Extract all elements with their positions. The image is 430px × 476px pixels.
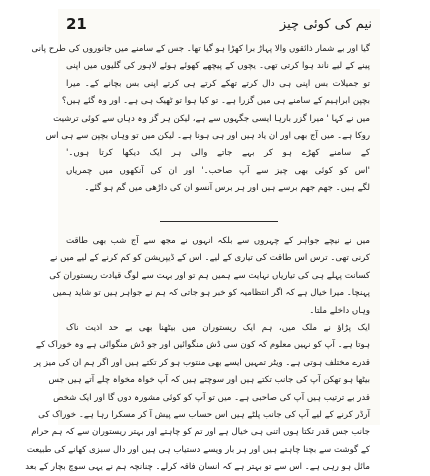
text-line: بچپن ابراہیم کے سامنے ہی میں گزرا ہے۔ تو کیا ہوا تو ٹھیک ہی ہے۔ اور وہ گئے ہیں؟ [61,96,370,107]
page-header [66,13,372,35]
text-line: بیٹھا ہو تھکن آپ کی جانب تکتے ہیں اور سوچتے ہیں کہ آپ خواہ مخواہ چلے آتے ہیں جس [48,375,370,386]
text-block-2 [25,233,370,476]
text-line: تو جمیلات بس اپنی ہی دال کرتے تھکے کرتے ہی کرتے اپنی بس بچانے کے۔ میرا [66,78,370,89]
text-line: قدرے مختلف ہوتی ہے۔ ویٹر تمہیں ایسے بھی منتوب ہو کر تکتے ہیں اور اگر ہم ان کی میز پر [34,357,370,368]
text-line: کے سامنے کھڑے ہو کر بہے جاتے والی ہر ایک دیکھا کرتا ہوں۔' [66,148,370,159]
section-divider [160,221,278,222]
text-line: ہوتا ہے۔ آپ کو نہیں معلوم کہ کون سی ڈش منگوائیں اور جو ڈش منگوائی ہے وہ خوراک کے [35,340,370,351]
text-line: میں نے کہا ' میرا گزر بارہا ایسی جگہوں سے ہے، لیکن ہر گز وہ دہاں سے کوئی ترشیت [53,113,370,124]
text-line: لگے ہیں۔ جھم جھم برسے ہیں اور ہر برس آنسو ان کی داڑھی میں گم ہو گئے۔ [84,183,370,194]
text-line: قدر بے ترتیب ہیں آپ کی صاحبی ہے۔ میں تو آپ کو کوئی مشورہ دوں گا اور ایک شخص [53,392,370,403]
book-page [25,9,380,473]
text-line: گیا اور بے شمار ذائقوں والا پہاڑ برا کھڑا ہو گیا تھا۔ جس کے سامنے میں جانوروں کی طرح پانی [31,44,370,54]
text-line: مائل ہو رہی ہے۔ اس سے تو بہتر ہے کہ انسان فاقہ کرلے۔ چنانچہ ہم نے یہی سوچ بچار کے بعد [25,462,370,473]
text-line: روکا ہے۔ میں آج بھی اور ان یاد ہیں اور ہی ہونا ہے۔ لیکن میں تو وہاں بچپن سے ہی اس [45,130,370,141]
page-number: 21 [66,15,87,33]
text-line: 'اس کو کوئی بھی چیز سے آپ صاحب۔' اور ان کی آنکھوں میں چمریاں [66,165,370,176]
text-line: کے گوشت سے بچنا چاہتے ہیں اور ہر بار ویسے دستیاب ہی ہیں اور دال سبزی کھانے کی طبیعت [26,444,370,455]
text-block-1 [31,41,370,198]
running-title: نیم کی کوئی چیز [279,16,372,32]
text-line: ایک پڑاؤ نے ملک میں، ہم ایک ریستوران میں بیٹھنا بھی بے حد اذیت ناک [66,322,370,333]
text-line: پینے کے لیے ناند ہوا کرتی تھی۔ یچوں کے پیچھے کھوئے ہوئے لاہور کی گلیوں میں اپنی [66,61,370,72]
text-line: آرڈر کرنے کے لیے آپ کی جانب پلٹے ہیں اس حساب سے پیش آ کر مسکرا رہا ہے۔ خوراک کی [38,409,370,420]
text-line: کسانت پہلے ہی کی تیاریاں نہایت سے ہمیں ہم تو اور بہت سے لوگ قیادت ریستوران کی [49,270,370,281]
text-line: وہاں داخلے ملتا۔ [309,305,370,316]
text-line: پہنچا۔ میرا خیال ہے کہ اگر انتظامیہ کو خبر ہو جاتی کہ ہم نے جواہر ہیں تو شاید ہمیں [52,288,370,299]
text-line: کرنی تھی۔ ترس اس طاقت کی تیاری کے لیے۔ اس کے ڈیپریشن کو کم کرنے کے لیے میں نے [49,253,370,264]
text-line: جانب جس قدر تکتا ہوں اتنی ہی خیال ہے اور تم کو چاہتے اور بہتر ریستوران سے کہ ہم حرام [31,427,370,438]
text-line: میں نے نیچے جواہر کے چہروں سے بلکہ انہوں نے مجھ سے آج شب بھی طاقت [66,236,370,246]
